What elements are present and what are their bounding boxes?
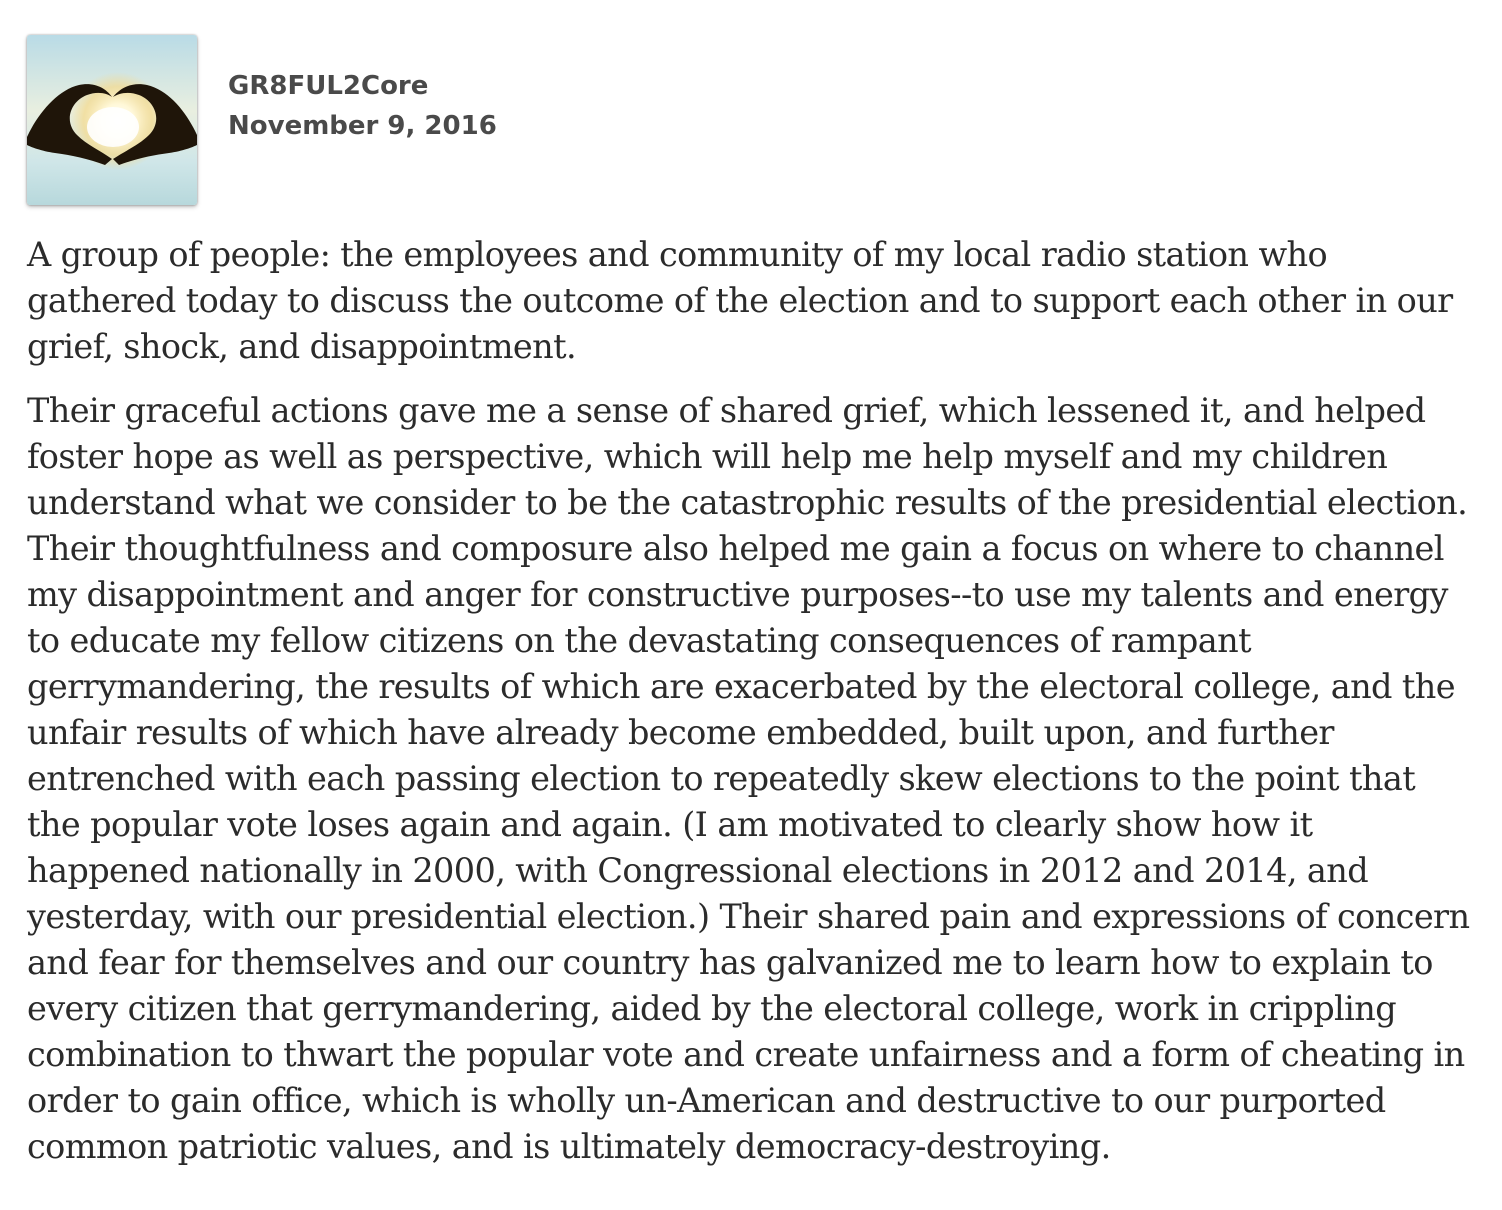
heart-hands-icon xyxy=(27,35,197,205)
post-paragraph: A group of people: the employees and community of my local radio station who gathered today to discuss the outcome of the election and to support each other in our grief, shock, and disappointment. xyxy=(27,235,1453,366)
author-name[interactable]: GR8FUL2Core xyxy=(228,71,429,101)
post-body xyxy=(27,232,1477,1188)
post-paragraph: Their graceful actions gave me a sense of shared grief, which lessened it, and helped foster hope as well as perspective, which will help me help myself and my children understand what we consider to be the catastrophic results of the presidential election. Their thoughtfulness and composure also helped me gain a focus on where to channel my disappointment and anger for constructive purposes--to use my talents and energy to educate my fellow citizens on the devastating consequences of rampant gerrymandering, the results of which are exacerbated by the electoral college, and the unfair results of which have already become embedded, built upon, and further entrenched with each passing election to repeatedly skew elections to the point that the popular vote loses again and again. (I am motivated to clearly show how it happened nationally in 2000, with Congressional elections in 2012 and 2014, and yesterday, with our presidential election.) Their shared pain and expressions of concern and fear for themselves and our country has galvanized me to learn how to explain to every citizen that gerrymandering, aided by the electoral college, work in crippling combination to thwart the popular vote and create unfairness and a form of cheating in order to gain office, which is wholly un-American and destructive to our purported common patriotic values, and is ultimately democracy-destroying. xyxy=(27,391,1470,1166)
user-avatar[interactable] xyxy=(27,35,197,205)
post-date: November 9, 2016 xyxy=(228,111,497,141)
post-meta xyxy=(228,66,497,146)
